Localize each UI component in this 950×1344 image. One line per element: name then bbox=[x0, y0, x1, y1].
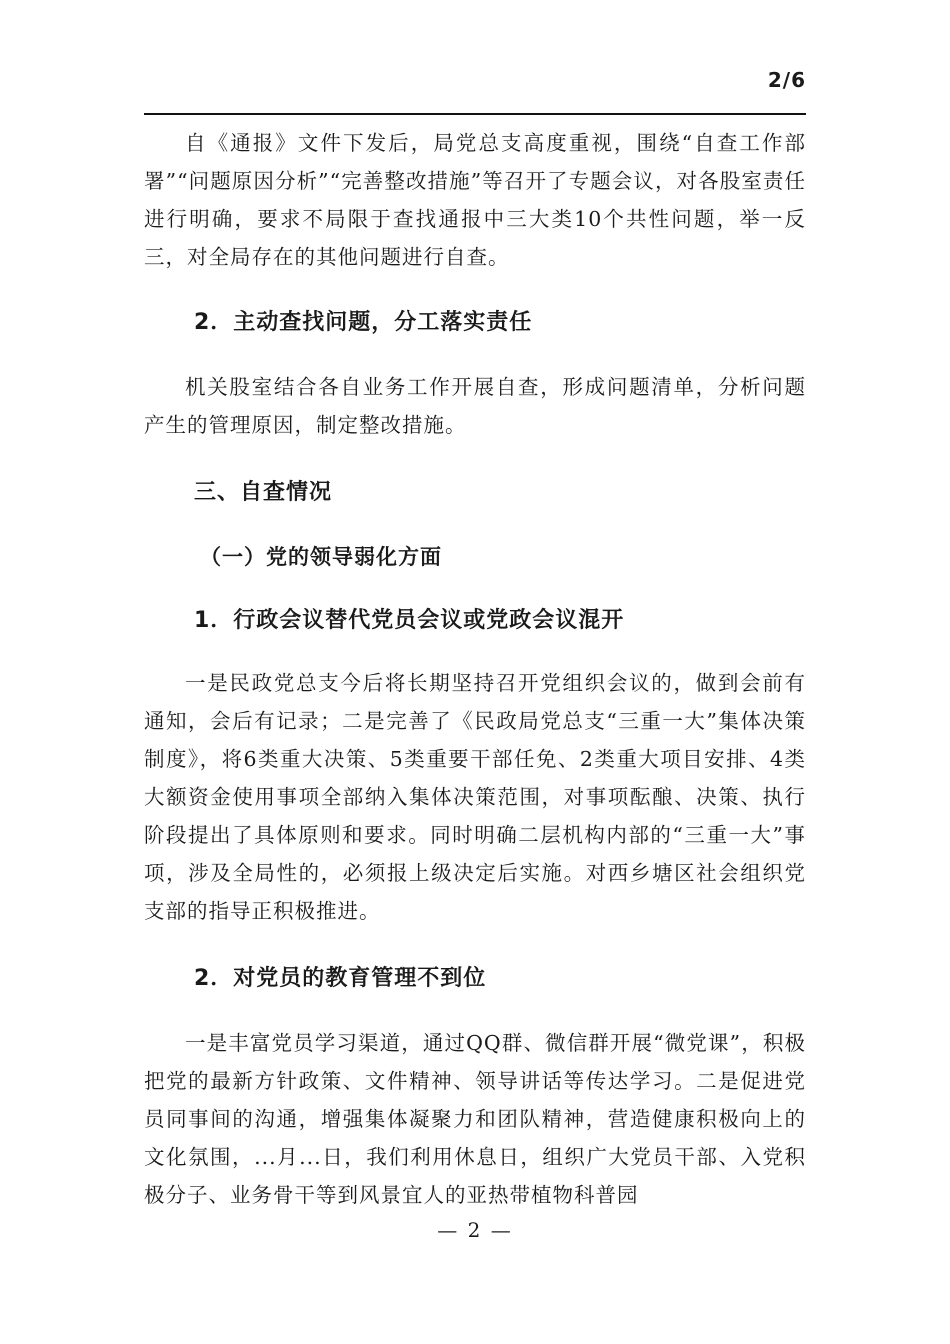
paragraph-party-education: 一是丰富党员学习渠道，通过QQ群、微信群开展“微党课”，积极把党的最新方针政策、文件精神、领导讲话等传达学习。二是促进党员同事间的沟通，增强集体凝聚力和团队精神，营造健康积极向上的文化氛围，...月...日，我们利用休息日，组织广大党员干部、入党积极分子、业务骨干等到风景宜人的亚热带植物科普园 bbox=[144, 1031, 806, 1207]
heading-item-one: 1．行政会议替代党员会议或党政会议混开 bbox=[194, 608, 625, 633]
paragraph-party-meetings: 一是民政党总支今后将长期坚持召开党组织会议的，做到会前有通知，会后有记录；二是完善了《民政局党总支“三重一大”集体决策制度》，将6类重大决策、5类重要干部任免、2类重大项目安排、4类大额资金使用事项全部纳入集体决策范围，对事项酝酿、决策、执行阶段提出了具体原则和要求。同时明确二层机构内部的“三重一大”事项，涉及全局性的，必须报上级决定后实施。对西乡塘区社会组织党支部的指导正积极推进。 bbox=[144, 671, 806, 923]
footer-page-number: — 2 — bbox=[437, 1218, 513, 1242]
heading-section-three: 三、自查情况 bbox=[194, 480, 333, 505]
page-indicator: 2/6 bbox=[767, 68, 806, 92]
paragraph-department-self-check: 机关股室结合各自业务工作开展自查，形成问题清单，分析问题产生的管理原因，制定整改措施。 bbox=[144, 375, 806, 437]
header-divider bbox=[144, 113, 806, 115]
heading-subsection-one: （一）党的领导弱化方面 bbox=[200, 545, 442, 569]
heading-find-problems: 2．主动查找问题，分工落实责任 bbox=[194, 310, 533, 335]
document-body bbox=[144, 120, 806, 1214]
heading-item-two: 2．对党员的教育管理不到位 bbox=[194, 966, 487, 991]
paragraph-self-inspection-arrangement: 自《通报》文件下发后，局党总支高度重视，围绕“自查工作部署”“问题原因分析”“完善整改措施”等召开了专题会议，对各股室责任进行明确，要求不局限于查找通报中三大类10个共性问题，举一反三，对全局存在的其他问题进行自查。 bbox=[144, 131, 806, 269]
